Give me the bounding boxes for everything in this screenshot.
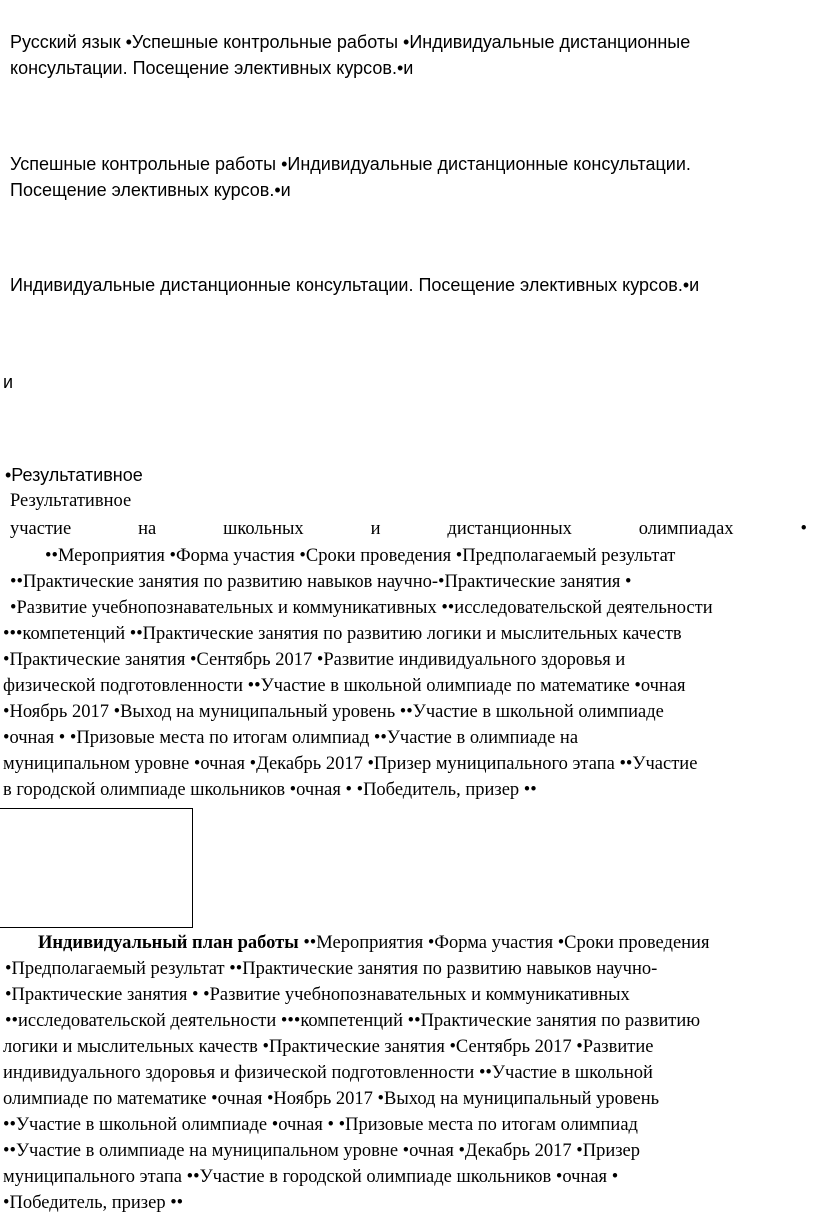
text-line: Русский язык •Успешные контрольные работы •Индивидуальные дистанционные (10, 32, 691, 52)
text-line: ••Участие в олимпиаде на муниципальном уровне •очная •Декабрь 2017 •Призер (3, 1141, 641, 1161)
text-line: •Практические занятия • •Развитие учебнопознавательных и коммуникативных (5, 985, 630, 1005)
justified-text-line (10, 518, 807, 540)
empty-frame (0, 808, 193, 928)
text-line: •Практические занятия •Сентябрь 2017 •Развитие индивидуального здоровья и (3, 650, 626, 670)
text-line: в городской олимпиаде школьников •очная • •Победитель, призер •• (3, 780, 537, 800)
text-line: •Предполагаемый результат ••Практические занятия по развитию навыков научно- (5, 959, 658, 979)
word: • (800, 519, 807, 539)
text-line: индивидуального здоровья и физической подготовленности ••Участие в школьной (3, 1063, 653, 1083)
word: школьных (223, 519, 304, 539)
text-line: ••Участие в школьной олимпиаде •очная • •Призовые места по итогам олимпиад (3, 1115, 638, 1135)
text-line: Успешные контрольные работы •Индивидуальные дистанционные консультации. (10, 154, 691, 174)
word: на (138, 519, 157, 539)
text-line: муниципальном уровне •очная •Декабрь 2017 •Призер муниципального этапа ••Участие (3, 754, 698, 774)
text-line: ••Практические занятия по развитию навыков научно-•Практические занятия • (10, 572, 632, 592)
text-line: муниципального этапа ••Участие в городской олимпиаде школьников •очная • (3, 1167, 619, 1187)
text-line: олимпиаде по математике •очная •Ноябрь 2017 •Выход на муниципальный уровень (3, 1089, 660, 1109)
text-line: •очная • •Призовые места по итогам олимпиад ••Участие в олимпиаде на (3, 728, 579, 748)
plan-heading-line (38, 932, 709, 954)
text-line: физической подготовленности ••Участие в школьной олимпиаде по математике •очная (3, 676, 686, 696)
word: и (370, 519, 381, 539)
text-line: •Ноябрь 2017 •Выход на муниципальный уровень ••Участие в школьной олимпиаде (3, 702, 664, 722)
text-line: ••Мероприятия •Форма участия •Сроки проведения •Предполагаемый результат (45, 546, 676, 566)
text-line: •Результативное (5, 465, 143, 485)
text-line: ••исследовательской деятельности •••компетенций ••Практические занятия по развитию (5, 1011, 701, 1031)
text-line: и (3, 372, 14, 392)
text-line: Посещение элективных курсов.•и (10, 180, 291, 200)
word: олимпиадах (638, 519, 734, 539)
plan-title: Индивидуальный план работы (38, 933, 299, 953)
text-line: логики и мыслительных качеств •Практические занятия •Сентябрь 2017 •Развитие (3, 1037, 654, 1057)
word: участие (10, 519, 72, 539)
word: дистанционных (447, 519, 572, 539)
text-line: консультации. Посещение элективных курсов.•и (10, 58, 414, 78)
plan-heading-rest: ••Мероприятия •Форма участия •Сроки проведения (298, 933, 710, 953)
text-line: Индивидуальные дистанционные консультации. Посещение элективных курсов.•и (10, 275, 700, 295)
text-line: •Развитие учебнопознавательных и коммуникативных ••исследовательской деятельности (10, 598, 713, 618)
text-line: •Победитель, призер •• (3, 1193, 184, 1213)
text-line: •••компетенций ••Практические занятия по развитию логики и мыслительных качеств (3, 624, 682, 644)
text-line: Результативное (10, 491, 132, 511)
